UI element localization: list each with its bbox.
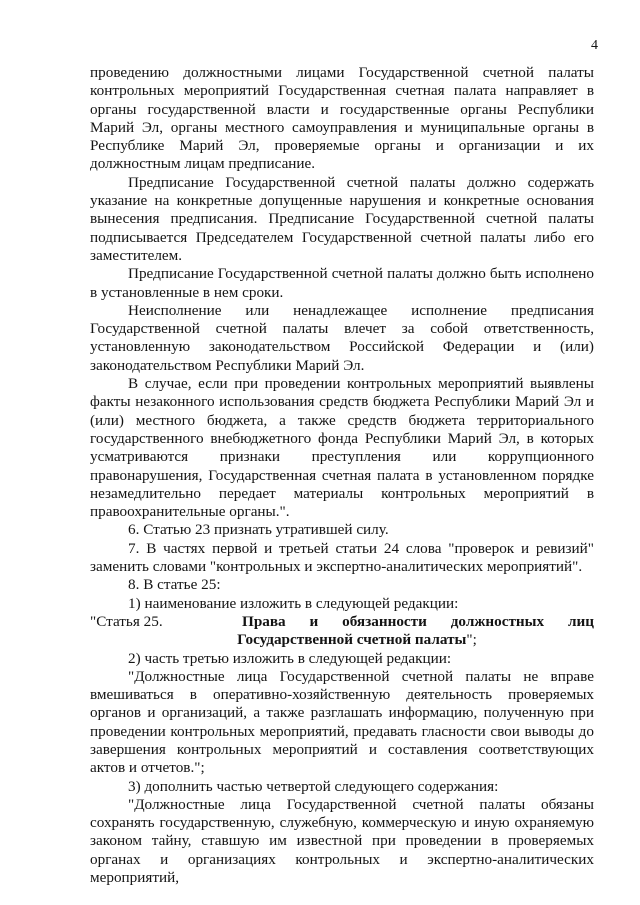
paragraph-law-enforcement: В случае, если при проведении контрольных мероприятий выявлены факты незаконного использования средств бюджета Республики Марий Эл и (или) местного бюджета, а также средств бюджета территориального государственного внебюджетного фонда Республики Марий Эл, в которых усматриваются признаки преступления или коррупционного правонарушения, Государственная счетная палата в установленном порядке незамедлительно передает материалы контрольных мероприятий в правоохранительные органы.". bbox=[90, 375, 594, 521]
paragraph-continuation: проведению должностными лицами Государственной счетной палаты контрольных мероприятий Государственная счетная палата направляет в органы государственной власти и государственные органы Республики Марий Эл, органы местного самоуправления и муниципальные органы в Республике Марий Эл, проверяемые органы и организации и их должностным лицам предписание. bbox=[90, 64, 594, 173]
document-body bbox=[90, 64, 594, 887]
article-title bbox=[90, 613, 594, 631]
amendment-item-8: 8. В статье 25: bbox=[128, 576, 221, 594]
article-title-line2-bold: Государственной счетной палаты bbox=[237, 631, 467, 649]
amendment-item-6: 6. Статью 23 признать утратившей силу. bbox=[128, 521, 389, 539]
subitem-1: 1) наименование изложить в следующей редакции: bbox=[128, 594, 459, 612]
paragraph-order-deadline: Предписание Государственной счетной палаты должно быть исполнено в установленные в нем сроки. bbox=[90, 265, 594, 301]
article-title-prefix: "Статья 25. bbox=[90, 612, 163, 630]
paragraph-part-four: "Должностные лица Государственной счетной палаты обязаны сохранять государственную, служебную, коммерческую и иную охраняемую законом тайну, ставшую им известной при проведении в проверяемых органах и организациях контрольных и экспертно-аналитических мероприятий, bbox=[90, 795, 594, 887]
article-title-line2-suffix: "; bbox=[466, 631, 477, 649]
paragraph-order-content: Предписание Государственной счетной палаты должно содержать указание на конкретные допущенные нарушения и конкретные основания вынесения предписания. Предписание Государственной счетной палаты подписывается Председателем Государственной счетной палаты либо его заместителем. bbox=[90, 173, 594, 264]
amendment-item-7: 7. В частях первой и третьей статьи 24 слова "проверок и ревизий" заменить словами "контрольных и экспертно-аналитических мероприятий". bbox=[90, 539, 594, 576]
article-title-line2 bbox=[90, 631, 594, 649]
paragraph-part-three: "Должностные лица Государственной счетной палаты не вправе вмешиваться в оперативно-хозяйственную деятельность проверяемых органов и организаций, а также разглашать информацию, полученную при проведении контрольных мероприятий, предавать гласности свои выводы до завершения контрольных мероприятий и составления соответствующих актов и отчетов."; bbox=[90, 667, 594, 777]
paragraph-noncompliance: Неисполнение или ненадлежащее исполнение предписания Государственной счетной палаты влечет за собой ответственность, установленную законодательством Российской Федерации и (или) законодательством Республики Марий Эл. bbox=[90, 301, 594, 374]
page-number: 4 bbox=[591, 38, 598, 53]
subitem-3: 3) дополнить частью четвертой следующего содержания: bbox=[128, 777, 499, 795]
article-title-line1: Права и обязанности должностных лиц bbox=[242, 612, 594, 630]
subitem-2: 2) часть третью изложить в следующей редакции: bbox=[128, 649, 452, 667]
